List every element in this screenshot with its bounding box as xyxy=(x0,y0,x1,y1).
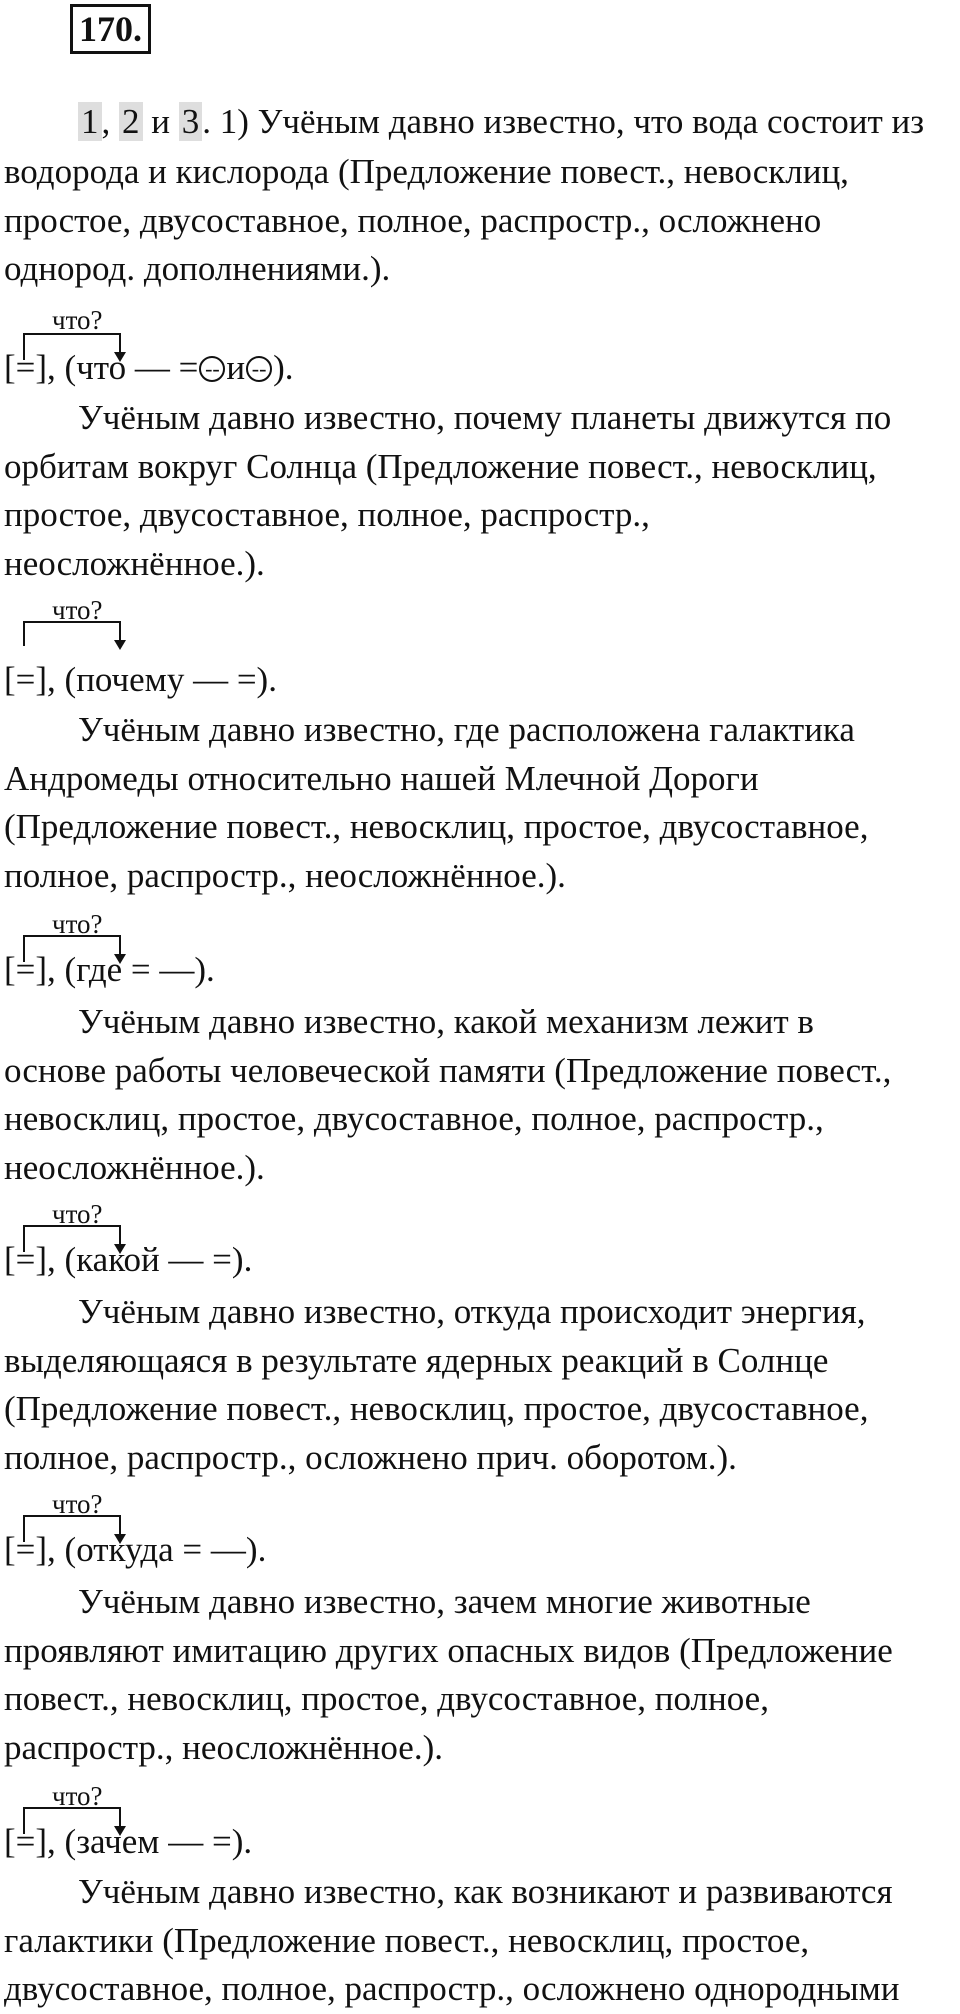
text-line: выделяющаяся в результате ядерных реакций в Солнце xyxy=(4,1340,829,1380)
text-line: орбитам вокруг Солнца (Предложение повест., невосклиц, xyxy=(4,446,877,486)
text-line: простое, двусоставное, полное, распростр., xyxy=(4,495,650,534)
scheme-mid: и xyxy=(226,348,246,387)
text-line: распростр., неосложнённое.). xyxy=(4,1727,443,1767)
scheme-6: [=], (зачем — =). xyxy=(4,1822,253,1861)
scheme-4: [=], (какой — =). xyxy=(4,1240,253,1279)
text-line: Учёным давно известно, откуда происходит энергия, xyxy=(78,1292,866,1331)
scheme-3: [=], (где = —). xyxy=(4,950,215,989)
circle-mark-2: -- xyxy=(246,356,272,382)
text-line: основе работы человеческой памяти (Предложение повест., xyxy=(4,1050,892,1090)
text-line: неосложнённое.). xyxy=(4,543,265,583)
text-line: полное, распростр., осложнено прич. оборотом.). xyxy=(4,1437,737,1477)
text-line: Учёным давно известно, почему планеты движутся по xyxy=(78,398,892,437)
text-line: Учёным давно известно, где расположена галактика xyxy=(78,710,855,749)
question-label: что? xyxy=(52,305,103,335)
scheme-suffix: ). xyxy=(273,348,294,387)
sentence-7-text xyxy=(4,1868,954,2014)
intro-and: и xyxy=(142,102,179,141)
text-line: галактики (Предложение повест., невосклиц, простое, xyxy=(4,1920,810,1960)
question-label: что? xyxy=(52,1199,103,1229)
task-number-dot: . xyxy=(133,9,142,49)
text-line: простое, двусоставное, полное, распростр., осложнено xyxy=(4,200,822,240)
text-line: невосклиц, простое, двусоставное, полное, распростр., xyxy=(4,1099,824,1138)
intro-sep: , xyxy=(101,102,119,141)
text-line: Андромеды относительно нашей Млечной Дороги xyxy=(4,758,759,798)
text-line: однород. дополнениями.). xyxy=(4,249,391,288)
highlight-3: 3 xyxy=(179,102,203,141)
question-label: что? xyxy=(52,909,103,939)
text-line: двусоставное, полное, распростр., осложнено однородными xyxy=(4,1969,900,2008)
text-line: водорода и кислорода (Предложение повест., невосклиц, xyxy=(4,152,849,191)
question-label: что? xyxy=(52,1489,103,1519)
text-line: (Предложение повест., невосклиц, простое, двусоставное, xyxy=(4,1389,869,1428)
scheme-prefix: [=], (что — = xyxy=(4,348,199,387)
scheme-5: [=], (откуда = —). xyxy=(4,1530,267,1569)
highlight-1: 1 xyxy=(78,102,102,141)
highlight-2: 2 xyxy=(119,102,143,141)
text-line: Учёным давно известно, какой механизм лежит в xyxy=(78,1002,814,1041)
text-line: Учёным давно известно, как возникают и развиваются xyxy=(78,1872,893,1911)
circle-mark-1: -- xyxy=(199,356,225,382)
text-line: повест., невосклиц, простое, двусоставное, полное, xyxy=(4,1679,769,1718)
question-label: что? xyxy=(52,595,103,625)
text-line: Учёным давно известно, зачем многие животные xyxy=(78,1582,811,1621)
text-line: полное, распростр., неосложнённое.). xyxy=(4,855,566,895)
intro-tail: . 1) Учёным давно известно, что вода состоит из xyxy=(202,102,925,141)
question-label: что? xyxy=(52,1781,103,1811)
text-line: проявляют имитацию других опасных видов (Предложение xyxy=(4,1630,893,1670)
text-line: неосложнённое.). xyxy=(4,1147,265,1187)
scheme-2: [=], (почему — =). xyxy=(4,660,277,699)
text-line: (Предложение повест., невосклиц, простое, двусоставное, xyxy=(4,807,869,846)
task-number: 170 xyxy=(79,9,133,49)
